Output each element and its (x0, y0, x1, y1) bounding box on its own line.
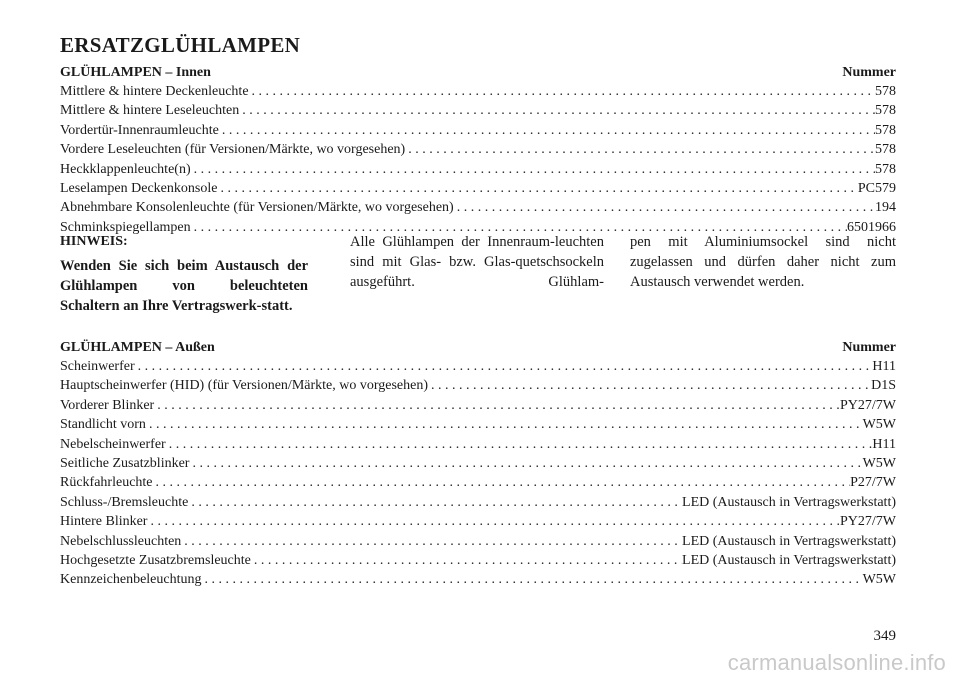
bulb-location: Nebelscheinwerfer (60, 436, 166, 452)
interior-table-header (60, 63, 896, 82)
bulb-number: 578 (875, 161, 896, 177)
page-title: ERSATZGLÜHLAMPEN (60, 33, 301, 57)
table-row (60, 121, 896, 140)
table-row (60, 376, 896, 395)
dot-leader (405, 140, 875, 159)
bulb-number: 578 (875, 84, 896, 99)
dot-leader (428, 376, 871, 395)
note-heading: HINWEIS: (60, 234, 128, 249)
note-text-column-3: pen mit Aluminiumsockel sind nicht zugelassen und dürfen daher nicht zum Austausch verwendet werden. (630, 234, 896, 290)
page-number: 349 (873, 628, 896, 644)
bulb-number: PC579 (857, 180, 896, 196)
bulb-location: Mittlere & hintere Leseleuchten (60, 103, 240, 119)
table-row (60, 473, 896, 492)
note-text-column-2: Alle Glühlampen der Innenraum-leuchten sind mit Glas- bzw. Glas-quetschsockeln ausgeführt. Glühlam- (350, 234, 604, 290)
bulb-location: Vordertür-Innenraumleuchte (60, 122, 219, 138)
bulb-number: 578 (875, 103, 896, 119)
dot-leader (147, 512, 840, 531)
bulb-location: Mittlere & hintere Deckenleuchte (60, 84, 249, 99)
table-row (60, 415, 896, 434)
bulb-number: LED (Austausch in Vertragswerkstatt) (682, 533, 896, 549)
dot-leader (251, 551, 682, 570)
bulb-location: Schminkspiegellampen (60, 219, 191, 235)
exterior-bulb-list (60, 357, 896, 590)
table-row (60, 396, 896, 415)
note-bold-text: Wenden Sie sich beim Austausch der Glühlampen von beleuchteten Schaltern an Ihre Vertragswerk-statt. (60, 258, 308, 314)
dot-leader (249, 82, 875, 101)
interior-header-number: Nummer (842, 65, 896, 80)
bulb-location: Hauptscheinwerfer (HID) (für Versionen/Märkte, wo vorgesehen) (60, 378, 429, 394)
bulb-number: LED (Austausch in Vertragswerkstatt) (682, 552, 896, 568)
bulb-number: D1S (871, 378, 896, 394)
dot-leader (153, 473, 851, 492)
interior-header-label: GLÜHLAMPEN – Innen (60, 65, 211, 80)
interior-bulb-list (60, 82, 896, 237)
bulb-number: PY27/7W (840, 514, 896, 530)
bulb-number: W5W (862, 455, 896, 471)
table-row (60, 570, 896, 589)
exterior-header-label: GLÜHLAMPEN – Außen (60, 340, 215, 355)
dot-leader (191, 160, 875, 179)
table-row (60, 532, 896, 551)
exterior-header-number: Nummer (842, 340, 896, 355)
bulb-location: Hintere Blinker (60, 514, 148, 530)
dot-leader (181, 532, 682, 551)
bulb-location: Abnehmbare Konsolenleuchte (für Versionen/Märkte, wo vorgesehen) (60, 200, 454, 216)
bulb-location: Kennzeichenbeleuchtung (60, 572, 202, 588)
bulb-location: Seitliche Zusatzblinker (60, 455, 190, 471)
bulb-number: W5W (862, 572, 896, 588)
dot-leader (202, 570, 863, 589)
bulb-number: 578 (875, 142, 896, 158)
bulb-location: Hochgesetzte Zusatzbremsleuchte (60, 552, 251, 568)
watermark: carmanualsonline.info (727, 650, 946, 675)
table-row (60, 435, 896, 454)
bulb-location: Vordere Leseleuchten (für Versionen/Märkte, wo vorgesehen) (60, 142, 406, 158)
table-row (60, 101, 896, 120)
bulb-location: Rückfahrleuchte (60, 475, 153, 491)
dot-leader (154, 396, 840, 415)
dot-leader (188, 493, 682, 512)
bulb-number: P27/7W (850, 475, 896, 491)
note-block (60, 232, 896, 332)
bulb-location: Standlicht vorn (60, 417, 146, 433)
table-row (60, 140, 896, 159)
dot-leader (219, 121, 875, 140)
dot-leader (166, 435, 873, 454)
bulb-location: Leselampen Deckenkonsole (60, 180, 218, 196)
bulb-number: W5W (862, 417, 896, 433)
dot-leader (189, 454, 862, 473)
exterior-table-header (60, 338, 896, 357)
table-row (60, 82, 896, 101)
bulb-location: Scheinwerfer (60, 359, 135, 374)
bulb-number: H11 (872, 436, 896, 452)
bulb-location: Vorderer Blinker (60, 397, 155, 413)
table-row (60, 198, 896, 217)
dot-leader (239, 101, 875, 120)
bulb-number: 578 (875, 122, 896, 138)
dot-leader (454, 198, 875, 217)
table-row (60, 493, 896, 512)
table-row (60, 357, 896, 376)
bulb-number: PY27/7W (840, 397, 896, 413)
table-row (60, 454, 896, 473)
bulb-number: 6501966 (847, 219, 896, 235)
bulb-number: LED (Austausch in Vertragswerkstatt) (682, 494, 896, 510)
dot-leader (217, 179, 857, 198)
bulb-location: Nebelschlussleuchten (60, 533, 182, 549)
dot-leader (146, 415, 863, 434)
bulb-location: Schluss-/Bremsleuchte (60, 494, 189, 510)
bulb-number: 194 (875, 200, 896, 216)
bulb-location: Heckklappenleuchte(n) (60, 161, 191, 177)
dot-leader (135, 357, 873, 376)
table-row (60, 551, 896, 570)
table-row (60, 160, 896, 179)
table-row (60, 512, 896, 531)
bulb-number: H11 (872, 359, 896, 374)
table-row (60, 179, 896, 198)
